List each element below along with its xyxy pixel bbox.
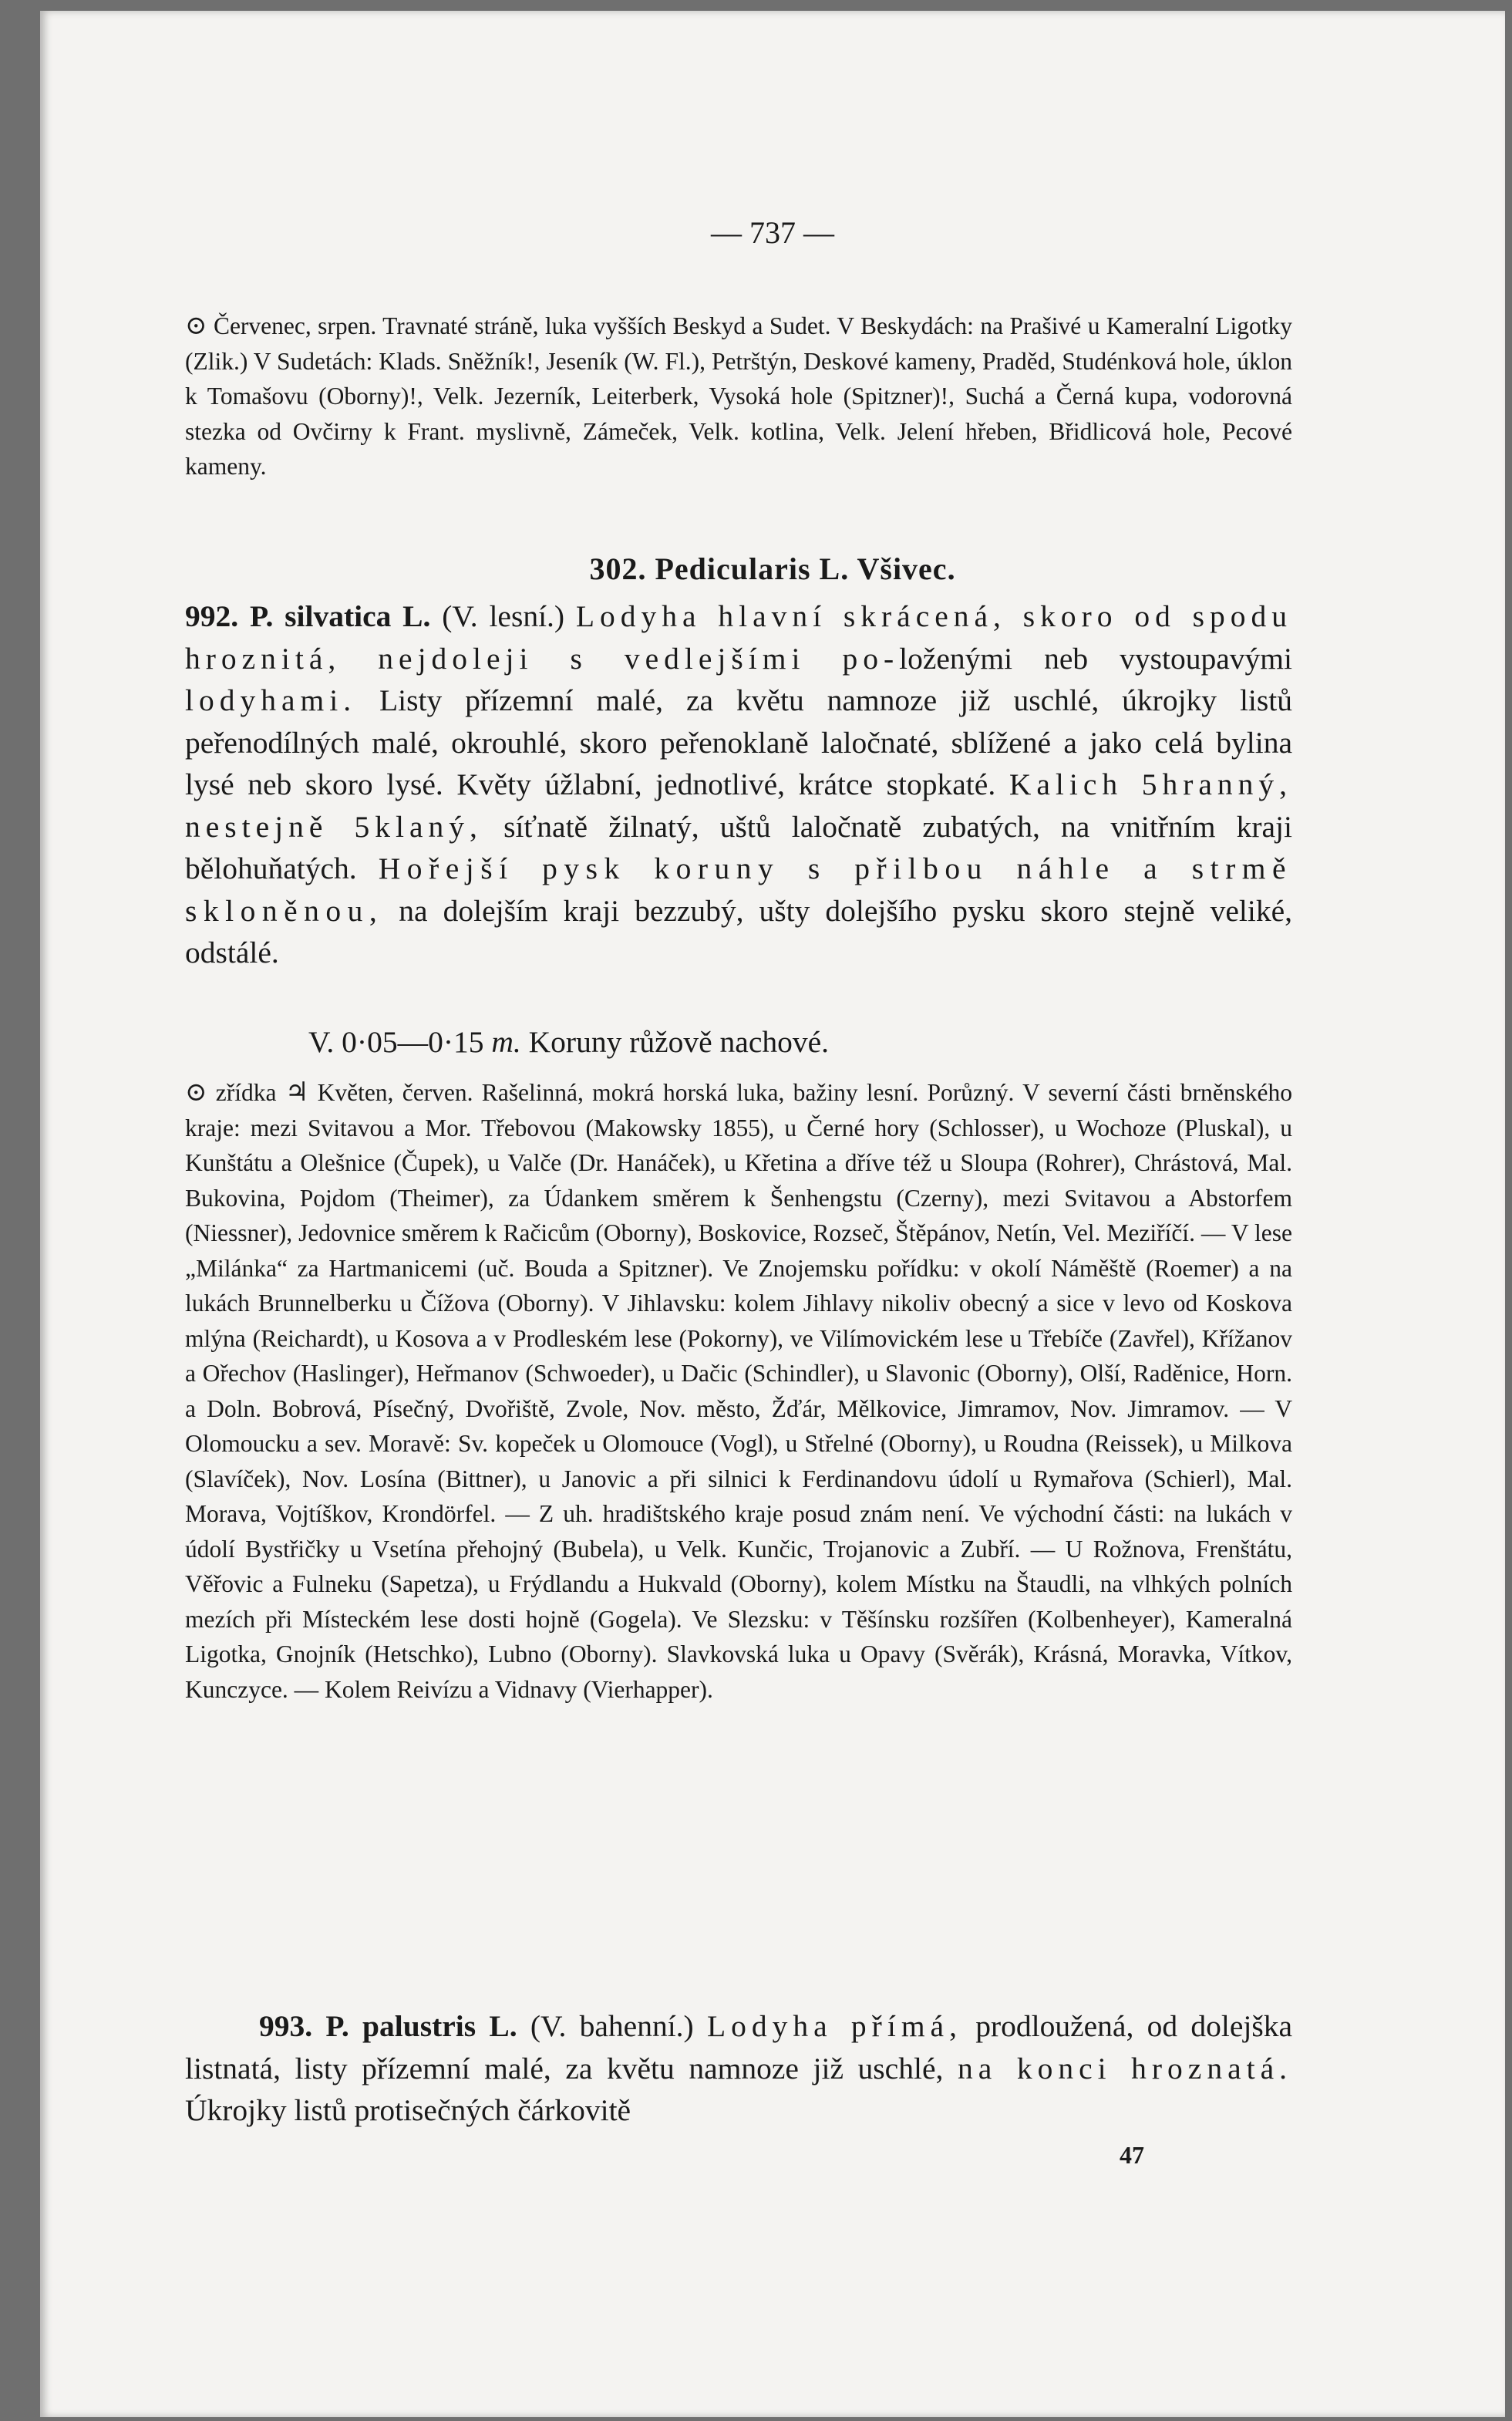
flowering-distribution-paragraph (185, 309, 1292, 484)
species-name: P. palustris L. (325, 2009, 517, 2043)
page-number: — 737 — (711, 215, 834, 250)
description-text: na dolejším kraji bezzubý, ušty dolejšího pysku skoro stejně veliké, odstálé. (185, 893, 1292, 969)
corolla-color: Koruny růžově nachové. (528, 1025, 830, 1059)
habitat-paragraph-992 (185, 1075, 1292, 1707)
size-range: V. 0·05—0·15 (308, 1025, 484, 1059)
species-number: 992. (185, 599, 239, 633)
spaced-emphasis-stem: Lodyha přímá, (707, 2009, 962, 2043)
species-name: P. silvatica L. (249, 599, 431, 633)
description-text: loženými neb vystoupavými (899, 641, 1292, 676)
description-text: Listy přízemní malé, za květu namnoze již uschlé, úkrojky listů peřenodílných malé, okrouhlé, skoro peřenoklaně laločnaté, sblížené a jako celá bylina lysé neb skoro lysé. Květy úžlabní, jednotlivé, krátce stopkaté. (185, 683, 1293, 801)
genus-heading: 302. Pedicularis L. Všivec. (589, 551, 956, 586)
book-page (40, 11, 1505, 2417)
biennial-symbol-icon: ⊙ (185, 312, 207, 340)
species-common-name: (V. lesní.) (442, 599, 565, 633)
species-description-993 (185, 2005, 1292, 2132)
spaced-emphasis-calyx: Kalich 5hranný, nestejně 5klaný, (185, 767, 1293, 844)
sheet-signature-number: 47 (1120, 2141, 1144, 2169)
size-unit: m. (491, 1025, 521, 1059)
spaced-emphasis-stem: Lodyha hlavní skrácená, skoro od spodu hroznitá, nejdoleji s vedlejšími po- (185, 599, 1292, 676)
species-common-name: (V. bahenní.) (530, 2009, 694, 2043)
description-text: prodloužená, od dolejška listnatá, listy přízemní malé, za květu namnoze již uschlé, (185, 2009, 1293, 2085)
description-text: síťnatě žilnatý, uštů laločnatě zubatých, na vnitřním kraji bělohuňatých. (185, 809, 1292, 885)
size-line (185, 1021, 1292, 1064)
biennial-symbol-icon: ⊙ (185, 1078, 207, 1107)
perennial-symbol-icon: ♃ (285, 1078, 309, 1107)
spaced-emphasis-corolla: Hořejší pysk koruny s přilbou náhle a strmě skloněnou, (185, 851, 1293, 928)
spaced-emphasis-stems: lodyhami. (185, 683, 357, 717)
species-number: 993. (259, 2009, 313, 2043)
description-text: Úkrojky listů protisečných čárkovitě (185, 2093, 631, 2127)
species-description-992 (185, 595, 1292, 974)
spaced-emphasis-raceme: na konci hroznatá. (957, 2051, 1293, 2085)
habitat-localities: Květen, červen. Rašelinná, mokrá horská luka, bažiny lesní. Porůzný. V severní části brněnského kraje: mezi Svitavou a Mor. Třebovou (Makowsky 1855), u Černé hory (Schlosser), u Wochoze (Pluskal), u Kunštátu a Olešnice (Čupek), u Valče (Dr. Hanáček), u Křetina a dříve též u Sloupa (Rohrer), Chrástová, Mal. Bukovina, Pojdom (Theimer), za Údankem směrem k Šenhengstu (Czerny), mezi Svitavou a Abstorfem (Niessner), Jedovnice směrem k Račicům (Oborny), Boskovice, Rozseč, Štěpánov, Netín, Vel. Meziříčí. — V lese „Milánka“ za Hartmanicemi (uč. Bouda a Spitzner). Ve Znojemsku pořídku: v okolí Náměště (Roemer) a na lukách Brunnelberku u Čížova (Oborny). V Jihlavsku: kolem Jihlavy nikoliv obecný a sice v levo od Koskova mlýna (Reichardt), u Kosova a v Prodleském lese (Pokorny), ve Vilímovickém lese u Třebíče (Zavřel), Křížanov a Ořechov (Haslinger), Heřmanov (Schwoeder), u Dačic (Schindler), u Slavonic (Oborny), Olší, Raděnice, Horn. a Doln. Bobrová, Písečný, Dvořiště, Zvole, Nov. město, Žďár, Mělkovice, Jimramov, Nov. Jimramov. — V Olomoucku a sev. Moravě: Sv. kopeček u Olomouce (Vogl), u Střelné (Oborny), u Roudna (Reissek), u Milkova (Slavíček), Nov. Losína (Bittner), u Janovic a při silnici k Ferdinandovu údolí u Rymařova (Schierl), Mal. Morava, Vojtíškov, Krondörfel. — Z uh. hradištského kraje posud znám není. Ve východní části: na lukách v údolí Bystřičky u Vsetína přehojný (Bubela), u Velk. Kunčic, Trojanovic a Zubří. — U Rožnova, Frenštátu, Věřovic a Fulneku (Sapetza), u Frýdlandu a Hukvald (Oborny), kolem Místku na Štaudli, na vlhkých polních mezích při Místeckém lese dosti hojně (Gogela). Ve Slezsku: v Těšínsku rozšířen (Kolbenheyer), Kameralná Ligotka, Gnojník (Hetschko), Lubno (Oborny). Slavkovská luka u Opavy (Svěrák), Krásná, Moravka, Vítkov, Kunczyce. — Kolem Reivízu a Vidnavy (Vierhapper). (185, 1079, 1293, 1703)
habitat-frequency: zřídka (215, 1079, 277, 1106)
distribution-text: Červenec, srpen. Travnaté stráně, luka vyšších Beskyd a Sudet. V Beskydách: na Prašivé u Kameralní Ligotky (Zlik.) V Sudetách: Klads. Sněžník!, Jeseník (W. Fl.), Petrštýn, Deskové kameny, Praděd, Studénková hole, úklon k Tomašovu (Oborny)!, Velk. Jezerník, Leiterberk, Vysoká hole (Spitzner)!, Suchá a Černá kupa, vodorovná stezka od Ovčirny k Frant. myslivně, Zámeček, Velk. kotlina, Velk. Jelení hřeben, Břidlicová hole, Pecové kameny. (185, 312, 1292, 480)
